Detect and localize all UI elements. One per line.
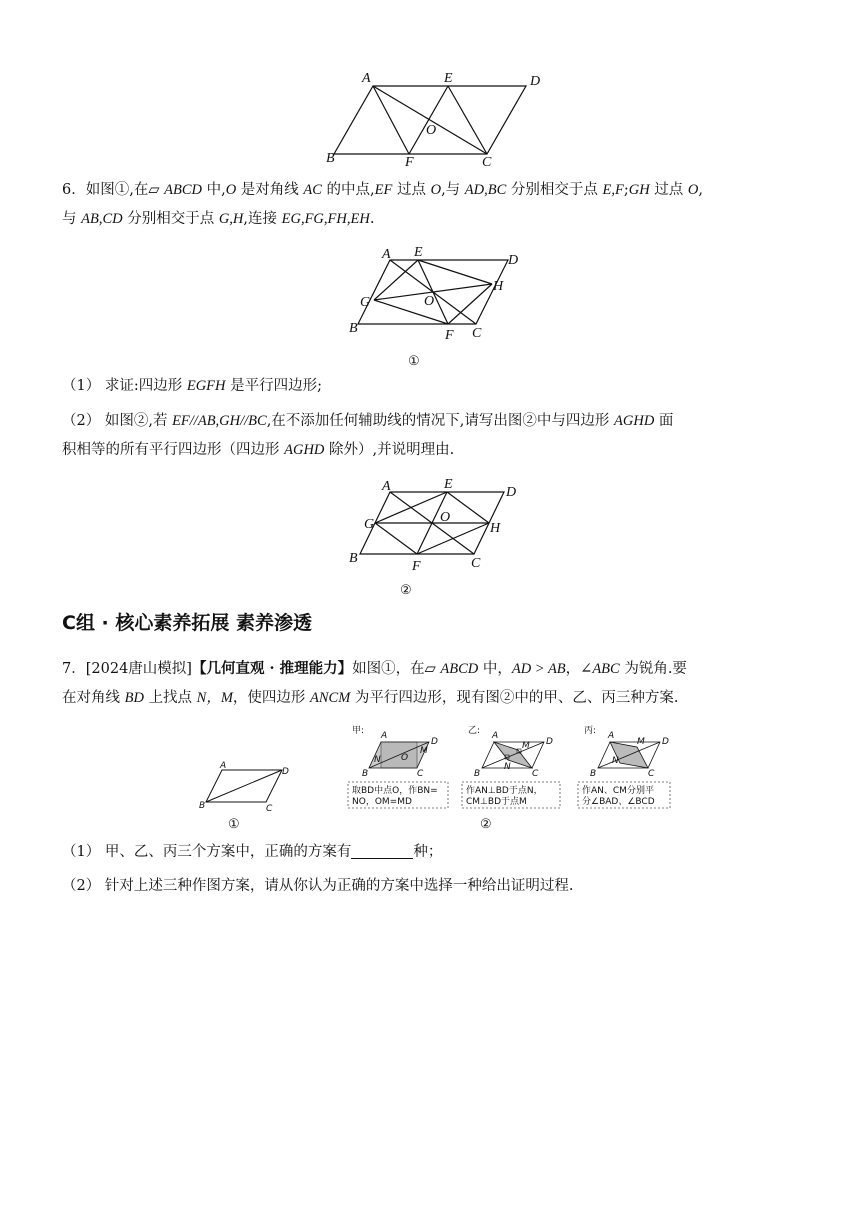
q6-text: 过点 [654, 182, 684, 198]
label-e: E [444, 477, 453, 492]
q6-part1-math: EGFH [186, 378, 226, 394]
q7-text: 中， [482, 661, 512, 677]
q6-text: 分别相交于点 [510, 182, 598, 198]
label-c: C [417, 769, 424, 779]
q6-text: ,与 [441, 182, 461, 198]
q7-text: ，∠ [565, 661, 593, 677]
q7-math: BD [124, 690, 144, 706]
q7-math: AD > AB [511, 661, 566, 677]
q6-part2-text: ,在不添加任何辅助线的情况下,请写出图②中与四边形 [266, 413, 610, 429]
label-d: D [530, 74, 541, 89]
q6-part2-text: 面 [658, 413, 674, 429]
label-b: B [362, 769, 369, 779]
label-f: F [445, 328, 454, 343]
q6-part2-math: EF//AB,GH//BC [172, 413, 267, 429]
plan-yi-line2: CM⊥BD于点M [466, 797, 527, 807]
plan-bing-title: 丙: [584, 726, 597, 736]
label-b: B [474, 769, 481, 779]
q6-part2-text: 除外）,并说明理由. [329, 442, 455, 458]
q6-math: AD,BC [464, 182, 507, 198]
segment-ef [409, 86, 448, 154]
q6-part2-text: 积相等的所有平行四边形（四边形 [62, 442, 280, 458]
q7-statement [62, 654, 802, 713]
label-c: C [648, 769, 655, 779]
figure-caption: ① [408, 353, 420, 368]
label-d: D [546, 737, 553, 747]
figure-caption: ② [480, 816, 492, 831]
label-e: E [444, 71, 453, 86]
label-c: C [471, 556, 481, 571]
q7-text: 上找点 [148, 690, 193, 706]
label-f: F [412, 559, 421, 574]
label-m: M [522, 741, 530, 751]
label-h: H [490, 521, 501, 536]
segment-ec [448, 86, 487, 154]
q6-text: , [698, 182, 703, 198]
q6-part2 [62, 407, 802, 465]
top-figure-svg [320, 66, 550, 168]
q7-figure-1-svg [196, 760, 306, 834]
plan-bing [578, 725, 670, 808]
figure-caption: ② [400, 582, 412, 597]
q7-source: [2024唐山模拟] [85, 661, 192, 677]
q7-text: ，使四边形 [232, 690, 306, 706]
q6-text: 过点 [396, 182, 426, 198]
q7-number: 7． [62, 661, 86, 677]
q6-math: E,F [602, 182, 624, 198]
label-b: B [349, 321, 358, 336]
label-o: O [426, 123, 437, 138]
label-o: O [424, 294, 435, 309]
q7-part2: （2） 针对上述三种作图方案，请从你认为正确的方案中选择一种给出证明过程. [62, 878, 574, 894]
q7-text: 为平行四边形，现有图②中的甲、乙、丙三种方案. [354, 690, 679, 706]
q6-text: 与 [62, 211, 77, 227]
diagonal-ac [373, 86, 487, 154]
label-o: O [440, 510, 451, 525]
q6-number: 6． [62, 182, 86, 198]
label-m: M [420, 746, 428, 756]
section-title: C组 · 核心素养拓展 素养渗透 [62, 612, 313, 634]
q6-figure-2-svg [340, 470, 530, 600]
label-d: D [282, 767, 289, 777]
q7-figure-2-svg [344, 720, 674, 832]
label-b: B [349, 551, 358, 566]
label-c: C [532, 769, 539, 779]
top-parallelogram-figure [320, 66, 550, 168]
segment-fg [374, 300, 448, 324]
label-a: A [492, 731, 499, 741]
q7-text: 在对角线 [62, 690, 120, 706]
plan-yi-title: 乙: [468, 726, 481, 736]
q6-math: AB,CD [81, 211, 123, 227]
plan-yi-line1: 作AN⊥BD于点N， [466, 786, 543, 796]
q6-text: 是对角线 [240, 182, 299, 198]
label-n: N [504, 762, 511, 772]
label-b: B [590, 769, 597, 779]
label-o: O [401, 753, 409, 763]
q6-math: O [225, 182, 237, 198]
segment-fg [375, 523, 417, 554]
q7-tag: 【几何直观 · 推理能力】 [191, 660, 353, 677]
label-d: D [508, 253, 519, 268]
q7-math: ABCD [440, 661, 479, 677]
q7-part1-text: （1） 甲、乙、丙三个方案中，正确的方案有 [62, 844, 352, 860]
q7-text: 为锐角.要 [624, 661, 687, 677]
label-a: A [382, 479, 391, 494]
label-a: A [362, 71, 371, 86]
q6-text: 如图①,在▱ [85, 182, 160, 198]
label-n: N [374, 755, 381, 765]
figure-caption: ① [228, 816, 240, 831]
plan-yi [462, 725, 560, 808]
label-a: A [381, 731, 388, 741]
q6-math: O [430, 182, 442, 198]
q6-text: 的中点, [326, 182, 375, 198]
q6-math: G,H [218, 211, 244, 227]
label-c: C [472, 326, 482, 341]
q6-figure-1-svg [340, 240, 530, 372]
label-n: N [612, 756, 619, 766]
label-d: D [506, 485, 517, 500]
plan-jia [348, 725, 448, 808]
label-d: D [431, 737, 438, 747]
q6-part1-text: 是平行四边形; [230, 378, 323, 394]
q6-math: ABCD [164, 182, 202, 198]
q7-text: 如图①，在▱ [352, 661, 436, 677]
label-g: G [360, 295, 371, 310]
q6-figure-2 [340, 470, 530, 600]
q7-part1 [62, 838, 802, 867]
segment-fh [417, 523, 489, 554]
label-c: C [266, 804, 273, 814]
q6-statement [62, 176, 802, 234]
q6-part2-math: AGHD [284, 442, 325, 458]
label-m: M [637, 737, 645, 747]
label-a: A [608, 731, 615, 741]
segment-eh [418, 260, 492, 284]
label-a: A [220, 761, 227, 771]
q7-math: ANCM [310, 690, 351, 706]
label-h: H [493, 279, 504, 294]
plan-jia-title: 甲: [352, 726, 365, 736]
label-b: B [199, 801, 206, 811]
diagonal-bd [206, 770, 282, 802]
segment-eh [447, 492, 489, 523]
q6-text: ,连接 [243, 211, 277, 227]
plan-jia-line1: 取BD中点O，作BN= [352, 786, 438, 796]
label-a: A [382, 247, 391, 262]
q7-figure-2 [344, 720, 674, 832]
q6-figure-1 [340, 240, 530, 372]
plan-bing-line1: 作AN、CM分别平 [582, 786, 654, 796]
label-d: D [662, 737, 669, 747]
q6-text: 中, [206, 182, 226, 198]
q6-math: O [687, 182, 699, 198]
segment-eg [375, 492, 447, 523]
plan-jia-line2: NO，OM=MD [352, 797, 412, 807]
label-g: G [364, 517, 375, 532]
q7-part1-text: 种； [413, 844, 443, 860]
label-c: C [482, 155, 492, 170]
q6-part2-math: AGHD [614, 413, 655, 429]
q6-text: . [369, 211, 375, 227]
diagonal-bd [482, 742, 544, 768]
q7-figure-1 [196, 760, 306, 834]
q6-math: EG,FG,FH,EH [281, 211, 370, 227]
q7-math: ABC [592, 661, 620, 677]
label-e: E [414, 245, 423, 260]
q6-math: EF [374, 182, 393, 198]
q6-part1-text: （1） 求证:四边形 [62, 378, 183, 394]
q6-math: AC [303, 182, 322, 198]
q6-text: 分别相交于点 [127, 211, 215, 227]
q6-part1 [62, 372, 802, 401]
plan-bing-line2: 分∠BAD、∠BCD [582, 797, 655, 807]
label-f: F [405, 155, 414, 170]
q6-part2-text: （2） 如图②,若 [62, 413, 168, 429]
answer-blank[interactable] [351, 842, 413, 859]
label-b: B [326, 151, 335, 166]
q7-math: N，M [196, 690, 233, 706]
q6-math: GH [628, 182, 650, 198]
q6-text: ; [623, 182, 629, 198]
